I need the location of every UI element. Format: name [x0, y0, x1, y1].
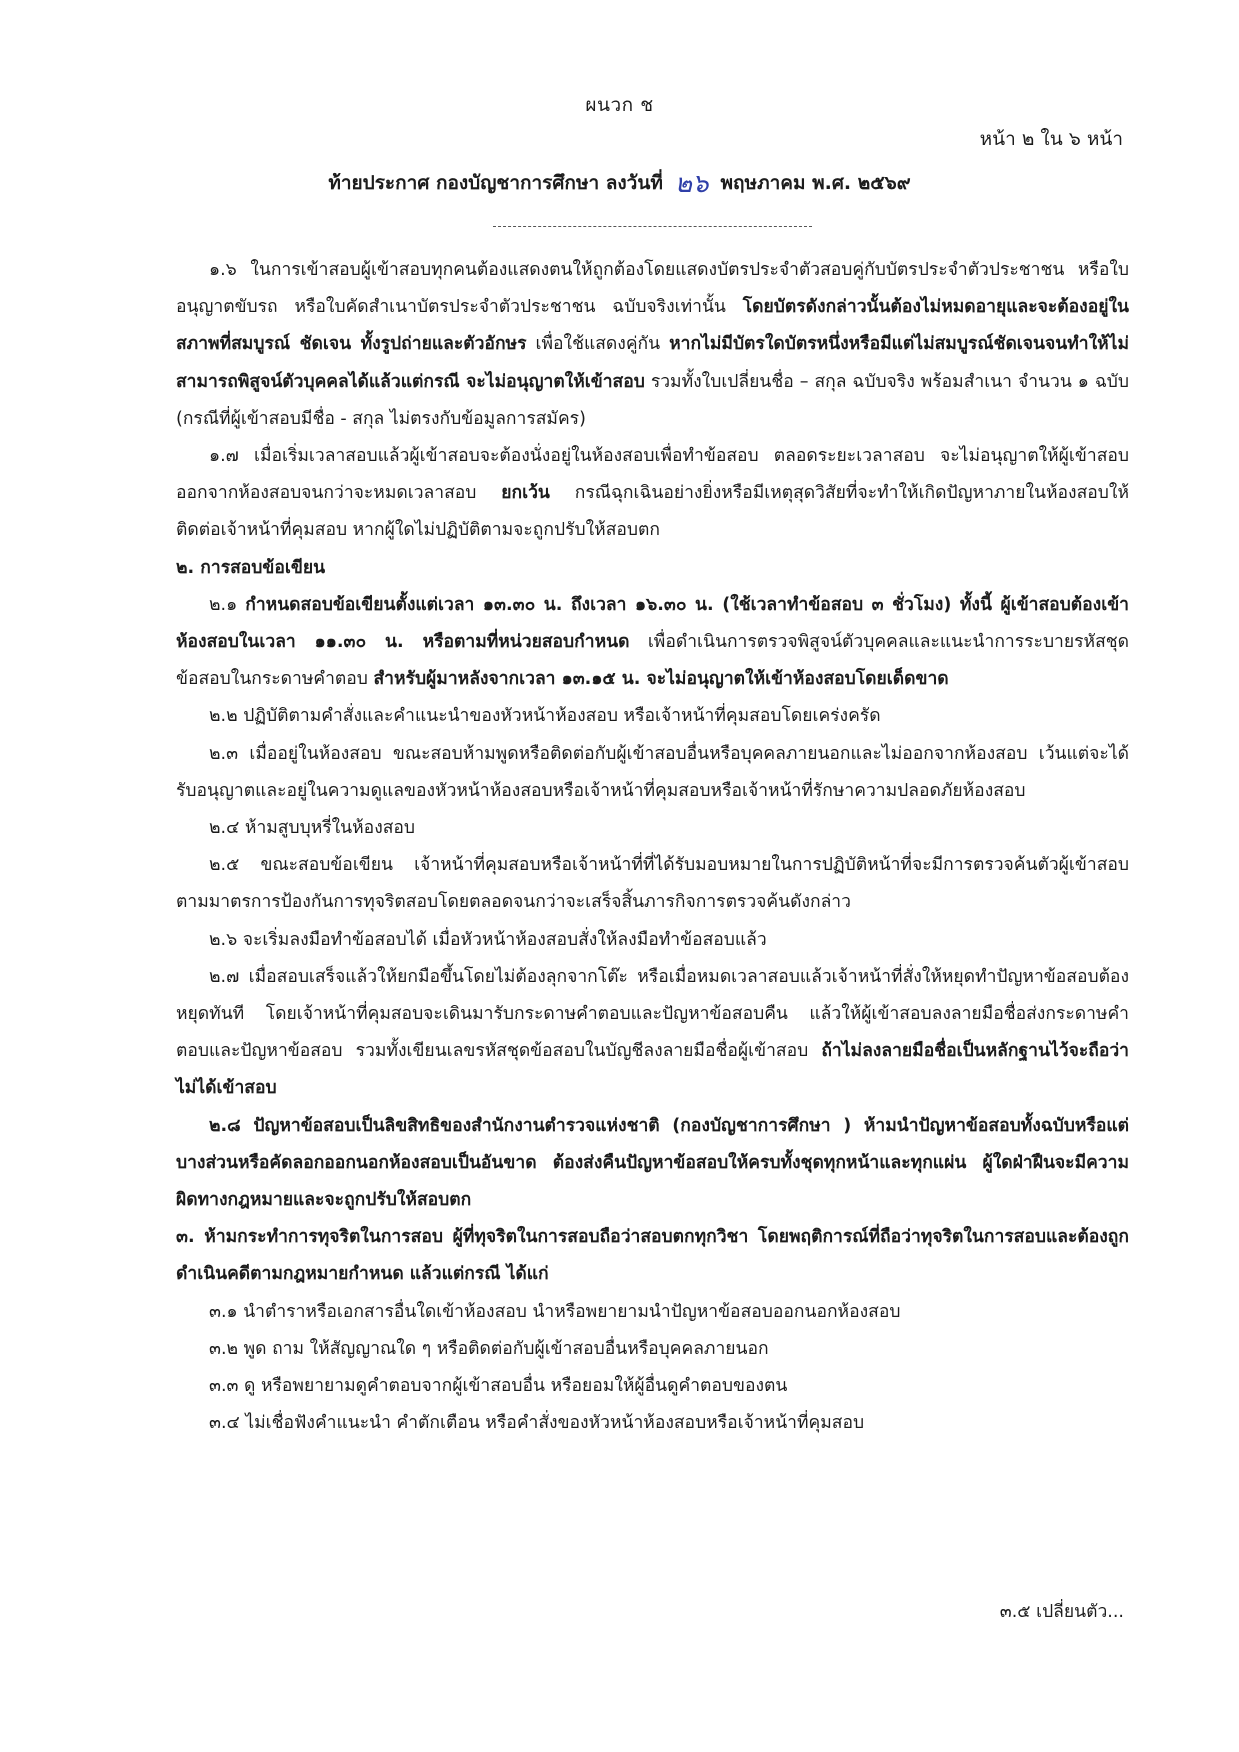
clause-2-1: [176, 587, 1129, 699]
clause-2-1-text-a: กำหนดสอบข้อเขียนตั้งแต่เวลา ๑๓.๓๐ น. ถึงเวลา ๑๖.๓๐ น. (ใช้เวลาทำข้อสอบ ๓ ชั่วโมง) ทั้งนี้ ผู้เข้าสอบต้องเข้าห้องสอบในเวลา ๑๑.๓๐ น. หรือตามที่หน่วยสอบกำหนด: [176, 594, 1129, 653]
clause-3-3: ๓.๓ ดู หรือพยายามดูคำตอบจากผู้เข้าสอบอื่น หรือยอมให้ผู้อื่นดูคำตอบของตน: [209, 1376, 788, 1397]
section-2-heading: ๒. การสอบข้อเขียน: [176, 557, 326, 578]
clause-1-7: [176, 438, 1129, 550]
clause-2-7: [176, 959, 1129, 1108]
clause-1-7-text-c: กรณีฉุกเฉินอย่างยิ่งหรือมีเหตุสุดวิสัยที่จะทำให้เกิดปัญหาภายในห้องสอบให้ติดต่อเจ้าหน้าที่คุมสอบ หากผู้ใดไม่ปฏิบัติตามจะถูกปรับให้สอบตก: [176, 483, 1129, 541]
clause-1-7-text-a: ๑.๗ เมื่อเริ่มเวลาสอบแล้วผู้เข้าสอบจะต้องนั่งอยู่ในห้องสอบเพื่อทำข้อสอบ ตลอดระยะเวลาสอบ จะไม่อนุญาตให้ผู้เข้าสอบออกจากห้องสอบจนกว่าจะหมดเวลาสอบ: [176, 446, 1129, 504]
clause-2-1-text-c: สำหรับผู้มาหลังจากเวลา ๑๓.๑๕ น. จะไม่อนุญาตให้เข้าห้องสอบโดยเด็ดขาด: [373, 669, 949, 690]
clause-2-7-text-a: ๒.๗ เมื่อสอบเสร็จแล้วให้ยกมือขึ้นโดยไม่ต้องลุกจากโต๊ะ หรือเมื่อหมดเวลาสอบแล้วเจ้าหน้าที่สั่งให้หยุดทำปัญหาข้อสอบต้องหยุดทันที โดยเจ้าหน้าที่คุมสอบจะเดินมารับกระดาษคำตอบและปัญหาข้อสอบคืน แล้วให้ผู้เข้าสอบลงลายมือชื่อส่งกระดาษคำตอบและปัญหาข้อสอบ รวมทั้งเขียนเลขรหัสชุดข้อสอบในบัญชีลงลายมือชื่อผู้เข้าสอบ: [176, 966, 1129, 1062]
page-number: หน้า ๒ ใน ๖ หน้า: [979, 128, 1123, 150]
clause-3-1: ๓.๑ นำตำราหรือเอกสารอื่นใดเข้าห้องสอบ นำหรือพยายามนำปัญหาข้อสอบออกนอกห้องสอบ: [209, 1301, 901, 1322]
clause-1-6: [176, 252, 1129, 438]
clause-1-6-text-a: ๑.๖ ในการเข้าสอบผู้เข้าสอบทุกคนต้องแสดงตนให้ถูกต้องโดยแสดงบัตรประจำตัวสอบคู่กับบัตรประจำตัวประชาชน หรือใบอนุญาตขับรถ หรือใบคัดสำเนาบัตรประจำตัวประชาชน ฉบับจริงเท่านั้น: [176, 260, 1129, 318]
clause-1-6-text-d: หากไม่มีบัตรใดบัตรหนึ่งหรือมีแต่ไม่สมบูรณ์ชัดเจนจนทำให้ไม่สามารถพิสูจน์ตัวบุคคลได้แล้วแต่กรณี จะไม่อนุญาตให้เข้าสอบ: [176, 334, 1129, 392]
clause-2-4: ๒.๔ ห้ามสูบบุหรี่ในห้องสอบ: [209, 818, 416, 839]
clause-1-6-text-c: เพื่อใช้แสดงคู่กัน: [535, 334, 661, 355]
clause-1-7-text-b: ยกเว้น: [501, 483, 550, 504]
title-prefix: ท้ายประกาศ กองบัญชาการศึกษา ลงวันที่: [328, 172, 663, 194]
clause-2-1-number: ๒.๑: [209, 594, 238, 615]
clause-1-6-text-b: โดยบัตรดังกล่าวนั้นต้องไม่หมดอายุและจะต้องอยู่ในสภาพที่สมบูรณ์ ชัดเจน ทั้งรูปถ่ายและตัวอักษร: [176, 297, 1129, 355]
clause-1-6-text-e: รวมทั้งใบเปลี่ยนชื่อ – สกุล ฉบับจริง พร้อมสำเนา จำนวน ๑ ฉบับ (กรณีที่ผู้เข้าสอบมีชื่อ - สกุล ไม่ตรงกับข้อมูลการสมัคร): [176, 371, 1129, 429]
annex-label: ผนวก ช: [585, 94, 654, 116]
clause-2-7-text-b: ถ้าไม่ลงลายมือชื่อเป็นหลักฐานไว้จะถือว่าไม่ได้เข้าสอบ: [176, 1041, 1129, 1099]
clause-2-6: ๒.๖ จะเริ่มลงมือทำข้อสอบได้ เมื่อหัวหน้าห้องสอบสั่งให้ลงมือทำข้อสอบแล้ว: [209, 929, 767, 950]
document-title: [0, 160, 1239, 201]
handwritten-date: ๒๖: [674, 169, 709, 199]
section-3-heading: ๓. ห้ามกระทำการทุจริตในการสอบ ผู้ที่ทุจริตในการสอบถือว่าสอบตกทุกวิชา โดยพฤติการณ์ที่ถือว่าทุจริตในการสอบและต้องถูกดำเนินคดีตามกฎหมายกำหนด แล้วแต่กรณี ได้แก่: [176, 1227, 1129, 1285]
clause-2-2: ๒.๒ ปฏิบัติตามคำสั่งและคำแนะนำของหัวหน้าห้องสอบ หรือเจ้าหน้าที่คุมสอบโดยเคร่งครัด: [209, 706, 881, 727]
continuation-marker: ๓.๕ เปลี่ยนตัว...: [999, 1602, 1124, 1622]
clause-2-5: ๒.๕ ขณะสอบข้อเขียน เจ้าหน้าที่คุมสอบหรือเจ้าหน้าที่ที่ได้รับมอบหมายในการปฏิบัติหน้าที่จะมีการตรวจค้นตัวผู้เข้าสอบตามมาตรการป้องกันการทุจริตสอบโดยตลอดจนกว่าจะเสร็จสิ้นภารกิจการตรวจค้นดังกล่าว: [176, 855, 1129, 913]
dashed-divider: [493, 226, 812, 227]
clause-2-8: ๒.๘ ปัญหาข้อสอบเป็นลิขสิทธิของสำนักงานตำรวจแห่งชาติ (กองบัญชาการศึกษา ) ห้ามนำปัญหาข้อสอบทั้งฉบับหรือแต่บางส่วนหรือคัดลอกออกนอกห้องสอบเป็นอันขาด ต้องส่งคืนปัญหาข้อสอบให้ครบทั้งชุดทุกหน้าและทุกแผ่น ผู้ใดฝ่าฝืนจะมีความผิดทางกฎหมายและจะถูกปรับให้สอบตก: [176, 1115, 1129, 1211]
clause-3-2: ๓.๒ พูด ถาม ให้สัญญาณใด ๆ หรือติดต่อกับผู้เข้าสอบอื่นหรือบุคคลภายนอก: [209, 1338, 769, 1359]
clause-3-4: ๓.๔ ไม่เชื่อฟังคำแนะนำ คำตักเตือน หรือคำสั่งของหัวหน้าห้องสอบหรือเจ้าหน้าที่คุมสอบ: [209, 1413, 865, 1434]
clause-2-3: ๒.๓ เมื่ออยู่ในห้องสอบ ขณะสอบห้ามพูดหรือติดต่อกับผู้เข้าสอบอื่นหรือบุคคลภายนอกและไม่ออกจากห้องสอบ เว้นแต่จะได้รับอนุญาตและอยู่ในความดูแลของหัวหน้าห้องสอบหรือเจ้าหน้าที่คุมสอบหรือเจ้าหน้าที่รักษาความปลอดภัยห้องสอบ: [176, 743, 1129, 801]
document-body: [176, 252, 1129, 1443]
title-suffix: พฤษภาคม พ.ศ. ๒๕๖๙: [720, 172, 911, 194]
clause-2-1-text-b: เพื่อดำเนินการตรวจพิสูจน์ตัวบุคคลและแนะนำการระบายรหัสชุดข้อสอบในกระดาษคำตอบ: [176, 632, 1129, 690]
